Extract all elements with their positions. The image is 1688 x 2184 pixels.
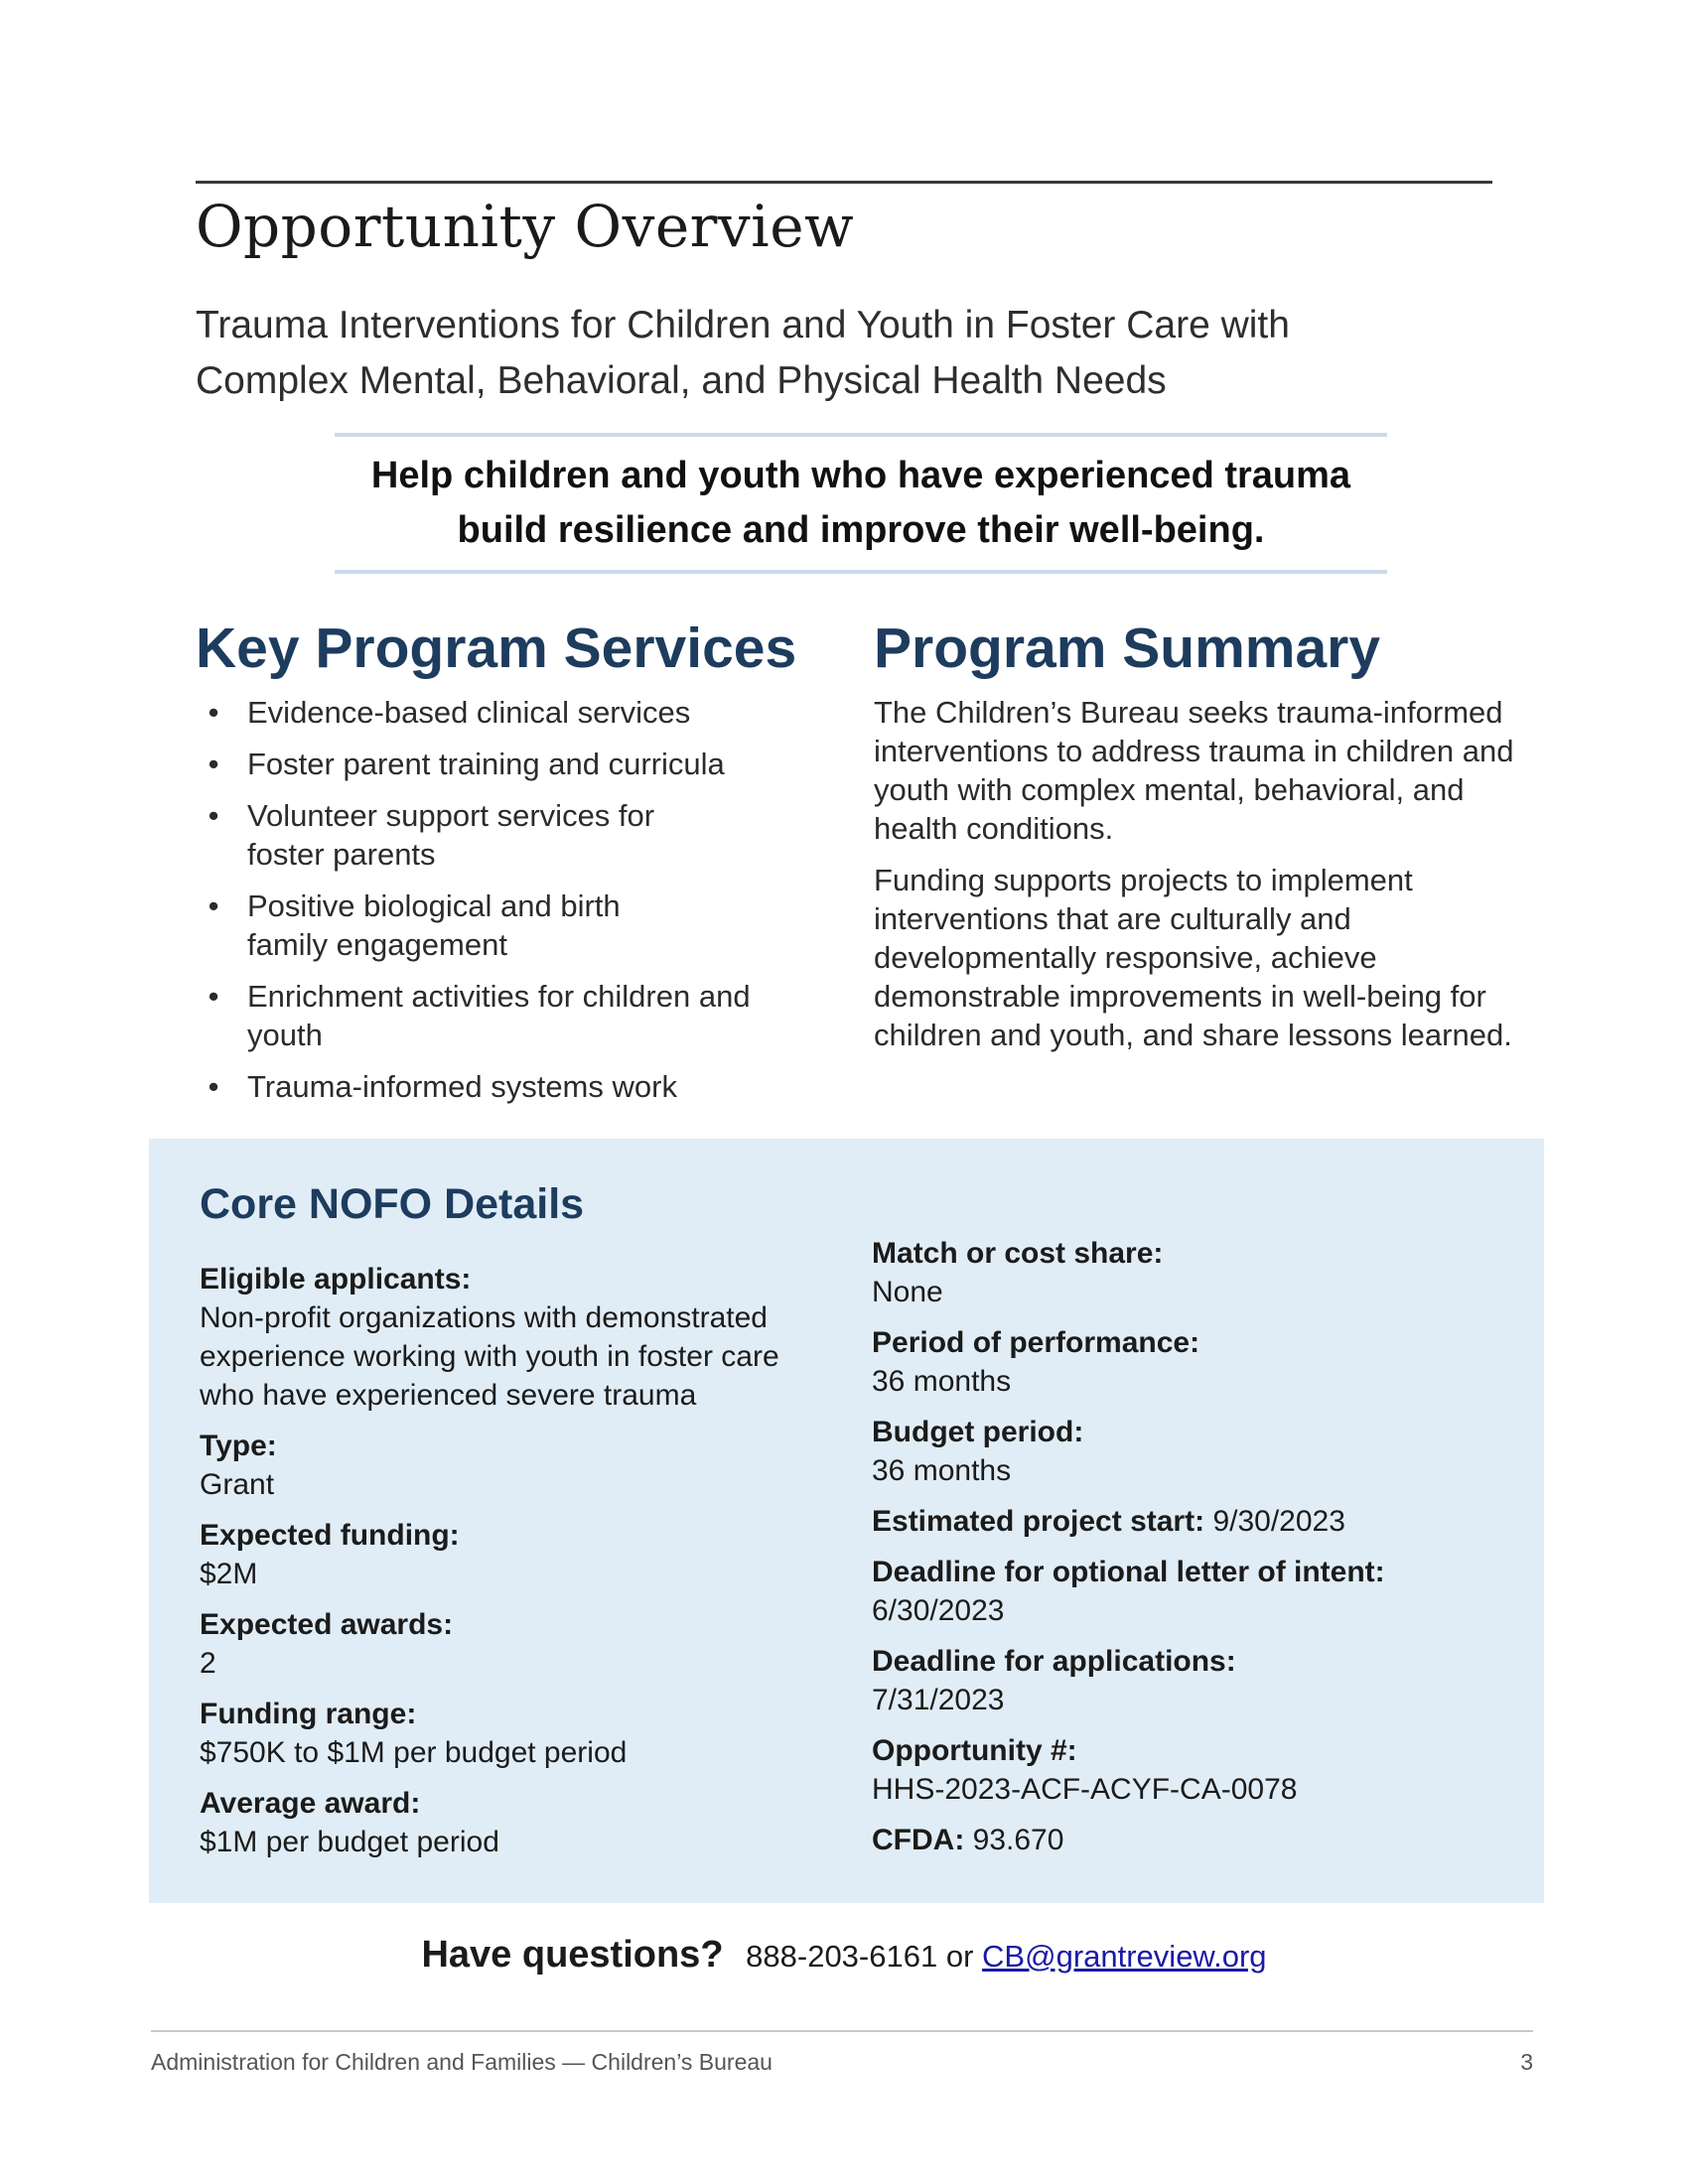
list-item: • Foster parent training and curricula bbox=[204, 745, 799, 783]
list-item: • Enrichment activities for children and youth bbox=[204, 977, 760, 1054]
detail-letter-of-intent-deadline: Deadline for optional letter of intent: 6/30/2023 bbox=[872, 1556, 1385, 1627]
services-list bbox=[204, 693, 799, 1119]
detail-period-of-performance: Period of performance: 36 months bbox=[872, 1326, 1200, 1398]
contact-question: Have questions? bbox=[421, 1934, 724, 1976]
list-item: • Volunteer support services for foster parents bbox=[204, 796, 720, 874]
detail-application-deadline: Deadline for applications: 7/31/2023 bbox=[872, 1645, 1236, 1716]
detail-eligible-applicants: Eligible applicants: Non-profit organizations with demonstrated experience working with youth in foster care who have experienced severe trauma bbox=[200, 1263, 779, 1412]
detail-type: Type: Grant bbox=[200, 1430, 277, 1501]
footer-agency: Administration for Children and Families — Children’s Bureau bbox=[151, 2049, 773, 2075]
detail-cfda: CFDA: 93.670 bbox=[872, 1824, 1064, 1856]
list-item: • Evidence-based clinical services bbox=[204, 693, 799, 732]
core-details-panel bbox=[149, 1139, 1544, 1903]
key-services-heading: Key Program Services bbox=[196, 616, 797, 680]
program-summary bbox=[874, 693, 1529, 1067]
page-title: Opportunity Overview bbox=[196, 193, 855, 260]
summary-paragraph: The Children’s Bureau seeks trauma-informed interventions to address trauma in children and youth with complex mental, behavioral, and health conditions. bbox=[874, 695, 1514, 846]
top-divider bbox=[196, 181, 1492, 184]
detail-expected-funding: Expected funding: $2M bbox=[200, 1519, 460, 1590]
callout-box bbox=[335, 433, 1387, 574]
detail-budget-period: Budget period: 36 months bbox=[872, 1416, 1084, 1487]
page-subtitle: Trauma Interventions for Children and Youth in Foster Care with Complex Mental, Behavioral, and Physical Health Needs bbox=[196, 304, 1290, 402]
program-summary-heading: Program Summary bbox=[874, 616, 1381, 680]
detail-match-cost-share: Match or cost share: None bbox=[872, 1237, 1164, 1308]
bullet-icon: • bbox=[208, 798, 219, 833]
callout-text: Help children and youth who have experienced trauma build resilience and improve their well-being. bbox=[370, 455, 1351, 551]
footer-divider bbox=[151, 2030, 1533, 2032]
bullet-icon: • bbox=[208, 979, 219, 1014]
contact-or: or bbox=[945, 1939, 974, 1974]
detail-average-award: Average award: $1M per budget period bbox=[200, 1787, 499, 1858]
detail-expected-awards: Expected awards: 2 bbox=[200, 1608, 454, 1680]
detail-project-start: Estimated project start: 9/30/2023 bbox=[872, 1505, 1345, 1538]
detail-opportunity-number: Opportunity #: HHS-2023-ACF-ACYF-CA-0078 bbox=[872, 1734, 1298, 1806]
contact-line bbox=[0, 1934, 1688, 1977]
details-right-column bbox=[872, 1234, 1517, 1871]
list-item: • Positive biological and birth family engagement bbox=[204, 887, 680, 964]
detail-funding-range: Funding range: $750K to $1M per budget period bbox=[200, 1698, 628, 1769]
bullet-icon: • bbox=[208, 695, 219, 730]
core-details-heading: Core NOFO Details bbox=[200, 1180, 585, 1228]
bullet-icon: • bbox=[208, 747, 219, 781]
contact-email-link[interactable]: CB@grantreview.org bbox=[982, 1939, 1267, 1974]
page-number: 3 bbox=[1520, 2049, 1533, 2075]
details-left-column bbox=[200, 1260, 835, 1873]
summary-paragraph: Funding supports projects to implement interventions that are culturally and developmentally responsive, achieve demonstrable improvements in well-being for children and youth, and share lessons learned. bbox=[874, 863, 1512, 1052]
contact-phone: 888-203-6161 bbox=[746, 1939, 938, 1974]
bullet-icon: • bbox=[208, 888, 219, 923]
bullet-icon: • bbox=[208, 1069, 219, 1104]
list-item: • Trauma-informed systems work bbox=[204, 1067, 799, 1106]
